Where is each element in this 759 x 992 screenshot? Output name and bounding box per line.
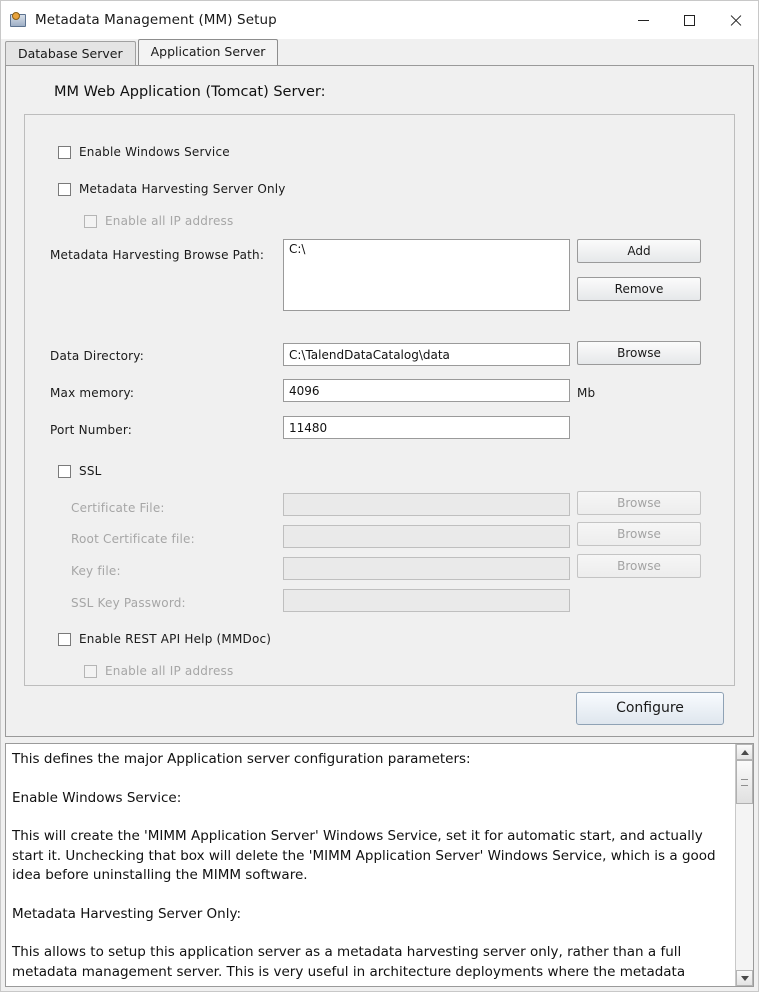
- application-server-panel: [5, 65, 754, 737]
- tab-database-server[interactable]: Database Server: [5, 41, 136, 66]
- enable-rest-api-help-row[interactable]: [58, 632, 271, 646]
- ssl-row[interactable]: [58, 464, 102, 478]
- close-button[interactable]: [712, 1, 758, 39]
- ssl-key-password-input[interactable]: [283, 589, 570, 612]
- panel-title: MM Web Application (Tomcat) Server:: [54, 84, 326, 100]
- enable-all-ip-address-label-1: Enable all IP address: [105, 214, 234, 228]
- minimize-icon: [638, 20, 649, 21]
- configure-button[interactable]: Configure: [576, 692, 724, 725]
- max-memory-label-row: [50, 386, 134, 400]
- key-file-input[interactable]: [283, 557, 570, 580]
- metadata-harvesting-server-only-checkbox[interactable]: [58, 183, 71, 196]
- root-certificate-file-input[interactable]: [283, 525, 570, 548]
- help-paragraph: This allows to setup this application server as a metadata harvesting server only, rather than a full metadata management server. This is very useful in architecture deployments where the metadata: [12, 944, 686, 980]
- help-paragraph: This defines the major Application server configuration parameters:: [12, 751, 471, 767]
- enable-rest-api-help-checkbox[interactable]: [58, 633, 71, 646]
- chevron-up-icon: [741, 750, 749, 755]
- enable-all-ip-address-checkbox-1[interactable]: [84, 215, 97, 228]
- help-text: [6, 744, 735, 986]
- app-icon: [9, 11, 27, 29]
- enable-windows-service-row[interactable]: [58, 145, 230, 159]
- browse-root-certificate-button[interactable]: Browse: [577, 522, 701, 546]
- data-directory-input[interactable]: [283, 343, 570, 366]
- browse-data-directory-button[interactable]: Browse: [577, 341, 701, 365]
- scroll-down-button[interactable]: [736, 970, 753, 986]
- browse-certificate-button[interactable]: Browse: [577, 491, 701, 515]
- ssl-checkbox[interactable]: [58, 465, 71, 478]
- root-certificate-file-label-row: [71, 532, 195, 546]
- key-file-label-row: [71, 564, 121, 578]
- minimize-button[interactable]: [620, 1, 666, 39]
- port-number-label-row: [50, 423, 132, 437]
- enable-all-ip-address-checkbox-2[interactable]: [84, 665, 97, 678]
- browse-path-textarea[interactable]: [283, 239, 570, 311]
- maximize-icon: [684, 15, 695, 26]
- remove-button[interactable]: Remove: [577, 277, 701, 301]
- ssl-label: SSL: [79, 464, 102, 478]
- metadata-harvesting-server-only-row[interactable]: [58, 182, 286, 196]
- max-memory-input[interactable]: [283, 379, 570, 402]
- chevron-down-icon: [741, 976, 749, 981]
- certificate-file-label-row: [71, 501, 165, 515]
- enable-all-ip-address-row-2[interactable]: [84, 664, 233, 678]
- close-icon: [729, 14, 742, 27]
- window-title: Metadata Management (MM) Setup: [35, 12, 277, 28]
- maximize-button[interactable]: [666, 1, 712, 39]
- max-memory-unit-label: Mb: [577, 386, 596, 400]
- data-directory-label: Data Directory:: [50, 349, 144, 363]
- help-pane: [5, 743, 754, 987]
- enable-windows-service-label: Enable Windows Service: [79, 145, 230, 159]
- ssl-key-password-label: SSL Key Password:: [71, 596, 186, 610]
- enable-windows-service-checkbox[interactable]: [58, 146, 71, 159]
- scrollbar-track[interactable]: [736, 760, 753, 970]
- root-certificate-file-label: Root Certificate file:: [71, 532, 195, 546]
- add-button[interactable]: Add: [577, 239, 701, 263]
- key-file-label: Key file:: [71, 564, 121, 578]
- scrollbar-thumb[interactable]: [736, 760, 753, 804]
- metadata-harvesting-server-only-label: Metadata Harvesting Server Only: [79, 182, 286, 196]
- help-paragraph: Metadata Harvesting Server Only:: [12, 905, 242, 922]
- scroll-up-button[interactable]: [736, 744, 753, 760]
- settings-group: [24, 114, 735, 686]
- title-bar: [1, 1, 758, 39]
- enable-all-ip-address-label-2: Enable all IP address: [105, 664, 234, 678]
- max-memory-label: Max memory:: [50, 386, 135, 400]
- tab-application-server[interactable]: Application Server: [138, 39, 279, 65]
- ssl-key-password-label-row: [71, 596, 186, 610]
- enable-all-ip-address-row-1[interactable]: [84, 214, 233, 228]
- browse-path-label-row: [50, 248, 264, 262]
- certificate-file-label: Certificate File:: [71, 501, 165, 515]
- window-controls: [620, 1, 758, 39]
- port-number-label: Port Number:: [50, 423, 133, 437]
- enable-rest-api-help-label: Enable REST API Help (MMDoc): [79, 632, 272, 646]
- port-number-input[interactable]: [283, 416, 570, 439]
- help-paragraph: This will create the 'MIMM Application Server' Windows Service, set it for automatic start, and actually start it. Unchecking that box will delete the 'MIMM Application Server' Windows Service, which is a good idea before uninstalling the MIMM software.: [12, 828, 716, 883]
- help-scrollbar[interactable]: [735, 744, 753, 986]
- tab-strip: [1, 39, 758, 65]
- browse-path-label: Metadata Harvesting Browse Path:: [50, 248, 265, 262]
- certificate-file-input[interactable]: [283, 493, 570, 516]
- data-directory-label-row: [50, 349, 144, 363]
- browse-key-file-button[interactable]: Browse: [577, 554, 701, 578]
- help-paragraph: Enable Windows Service:: [12, 789, 182, 806]
